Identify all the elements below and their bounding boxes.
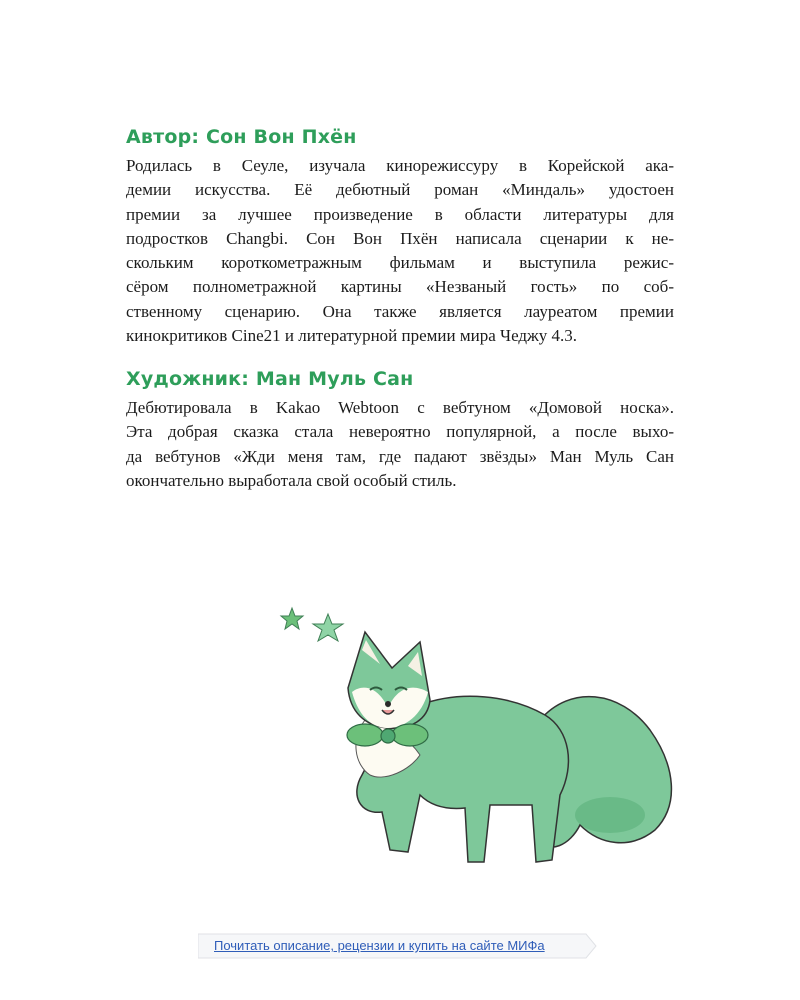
bow-left-loop bbox=[347, 724, 383, 746]
artist-bio-line: Эта добрая сказка стала невероятно популярной, а после выхо- bbox=[126, 422, 674, 442]
author-bio-line: Родилась в Сеуле, изучала кинорежиссуру в Корейской ака- bbox=[126, 156, 674, 175]
artist-bio-line: Дебютировала в Kakao Webtoon с вебтуном «Домовой носка». bbox=[126, 398, 674, 417]
artist-bio-line: да вебтунов «Жди меня там, где падают звёзды» Ман Муль Сан bbox=[126, 446, 674, 466]
fox-shadow-shading bbox=[575, 797, 645, 833]
author-bio-line: ственному сценарию. Она также является лауреатом премии bbox=[126, 301, 674, 321]
author-bio-line: сёром полнометражной картины «Незваный гость» по соб- bbox=[126, 277, 674, 297]
author-bio bbox=[126, 154, 674, 348]
author-heading: Автор: Сон Вон Пхён bbox=[126, 126, 357, 148]
author-bio-line: демии искусства. Её дебютный роман «Миндаль» удостоен bbox=[126, 180, 674, 200]
artist-section bbox=[126, 366, 674, 493]
artist-bio-line: окончательно выработала свой особый стиль. bbox=[126, 470, 457, 490]
green-fox-illustration bbox=[270, 590, 690, 890]
artist-heading: Художник: Ман Муль Сан bbox=[126, 368, 414, 390]
author-section bbox=[126, 124, 674, 348]
author-bio-line: скольким короткометражным фильмам и выступила режис- bbox=[126, 253, 674, 273]
star-icon bbox=[313, 614, 343, 641]
fox-nose bbox=[385, 701, 391, 707]
buy-link[interactable]: Почитать описание, рецензии и купить на сайте МИФа bbox=[214, 938, 545, 953]
buy-link-banner[interactable] bbox=[198, 930, 598, 962]
author-bio-line: подростков Changbi. Сон Вон Пхён написала сценарии к не- bbox=[126, 228, 674, 248]
artist-bio bbox=[126, 396, 674, 493]
author-bio-line: кинокритиков Cine21 и литературной премии мира Чеджу 4.3. bbox=[126, 326, 578, 346]
bow-right-loop bbox=[392, 724, 428, 746]
author-bio-line: премии за лучшее произведение в области литературы для bbox=[126, 204, 674, 224]
star-icon bbox=[281, 608, 303, 629]
bow-knot bbox=[381, 729, 395, 743]
